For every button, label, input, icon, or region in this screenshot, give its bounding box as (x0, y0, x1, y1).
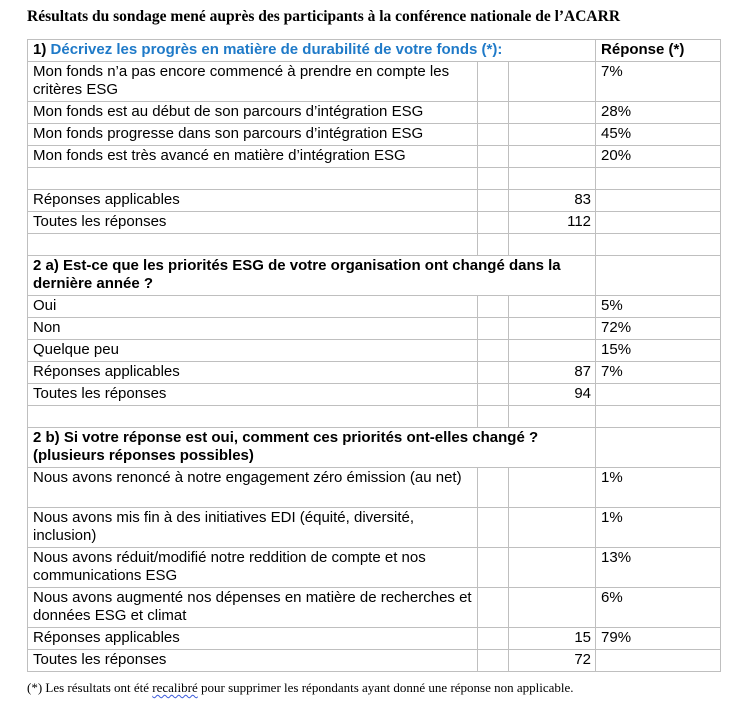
answer-response: 13% (596, 548, 721, 588)
answer-response: 15% (596, 340, 721, 362)
table-row (28, 468, 721, 508)
applicable-count: 83 (509, 190, 596, 212)
table-row (28, 318, 721, 340)
answer-label: Mon fonds est au début de son parcours d’intégration ESG (28, 102, 478, 124)
applicable-label: Réponses applicables (28, 628, 478, 650)
footnote (27, 680, 574, 696)
question-2a-header-row (28, 256, 721, 296)
question-2b: 2 b) Si votre réponse est oui, comment ces priorités ont-elles changé ? (plusieurs réponses possibles) (28, 428, 596, 468)
table-row (28, 340, 721, 362)
document-title: Résultats du sondage mené auprès des participants à la conférence nationale de l’ACARR (27, 8, 621, 25)
answer-label: Quelque peu (28, 340, 478, 362)
answer-label: Mon fonds est très avancé en matière d’intégration ESG (28, 146, 478, 168)
question-1-text: Décrivez les progrès en matière de durabilité de votre fonds (*): (50, 41, 503, 58)
question-1 (28, 40, 596, 62)
all-responses-row (28, 212, 721, 234)
spacer-row (28, 234, 721, 256)
all-responses-count: 72 (509, 650, 596, 672)
answer-response: 5% (596, 296, 721, 318)
table-row (28, 508, 721, 548)
survey-results-table (27, 39, 721, 672)
all-responses-row (28, 650, 721, 672)
answer-label: Non (28, 318, 478, 340)
all-responses-label: Toutes les réponses (28, 212, 478, 234)
answer-response: 1% (596, 508, 721, 548)
answer-response: 7% (596, 62, 721, 102)
applicable-label: Réponses applicables (28, 362, 478, 384)
applicable-response: 79% (596, 628, 721, 650)
applicable-response: 7% (596, 362, 721, 384)
table-row (28, 146, 721, 168)
answer-label: Nous avons augmenté nos dépenses en matière de recherches et données ESG et climat (28, 588, 478, 628)
answer-label: Oui (28, 296, 478, 318)
answer-response: 45% (596, 124, 721, 146)
table-row (28, 62, 721, 102)
applicable-responses-row (28, 362, 721, 384)
answer-label: Nous avons renoncé à notre engagement zéro émission (au net) (28, 468, 478, 508)
table-row (28, 548, 721, 588)
answer-label: Mon fonds n’a pas encore commencé à prendre en compte les critères ESG (28, 62, 478, 102)
footnote-text-start: (*) Les résultats ont été (27, 680, 153, 695)
spacer-row (28, 168, 721, 190)
question-2b-header-row (28, 428, 721, 468)
all-responses-count: 94 (509, 384, 596, 406)
answer-response: 1% (596, 468, 721, 508)
table-row (28, 102, 721, 124)
question-2a: 2 a) Est-ce que les priorités ESG de votre organisation ont changé dans la dernière année ? (28, 256, 596, 296)
table-row (28, 296, 721, 318)
spacer-row (28, 406, 721, 428)
spellcheck-flagged-word: recalibré (152, 680, 198, 695)
answer-label: Nous avons réduit/modifié notre reddition de compte et nos communications ESG (28, 548, 478, 588)
applicable-count: 87 (509, 362, 596, 384)
all-responses-label: Toutes les réponses (28, 650, 478, 672)
applicable-label: Réponses applicables (28, 190, 478, 212)
question-1-number: 1) (33, 41, 47, 58)
response-column-header: Réponse (*) (596, 40, 721, 62)
all-responses-row (28, 384, 721, 406)
table-row (28, 124, 721, 146)
answer-label: Nous avons mis fin à des initiatives EDI (équité, diversité, inclusion) (28, 508, 478, 548)
applicable-count: 15 (509, 628, 596, 650)
answer-response: 20% (596, 146, 721, 168)
answer-response: 28% (596, 102, 721, 124)
answer-response: 72% (596, 318, 721, 340)
question-1-header-row (28, 40, 721, 62)
all-responses-label: Toutes les réponses (28, 384, 478, 406)
applicable-responses-row (28, 190, 721, 212)
applicable-responses-row (28, 628, 721, 650)
all-responses-count: 112 (509, 212, 596, 234)
answer-response: 6% (596, 588, 721, 628)
table-row (28, 588, 721, 628)
answer-label: Mon fonds progresse dans son parcours d’intégration ESG (28, 124, 478, 146)
footnote-text-end: pour supprimer les répondants ayant donné une réponse non applicable. (197, 680, 574, 695)
